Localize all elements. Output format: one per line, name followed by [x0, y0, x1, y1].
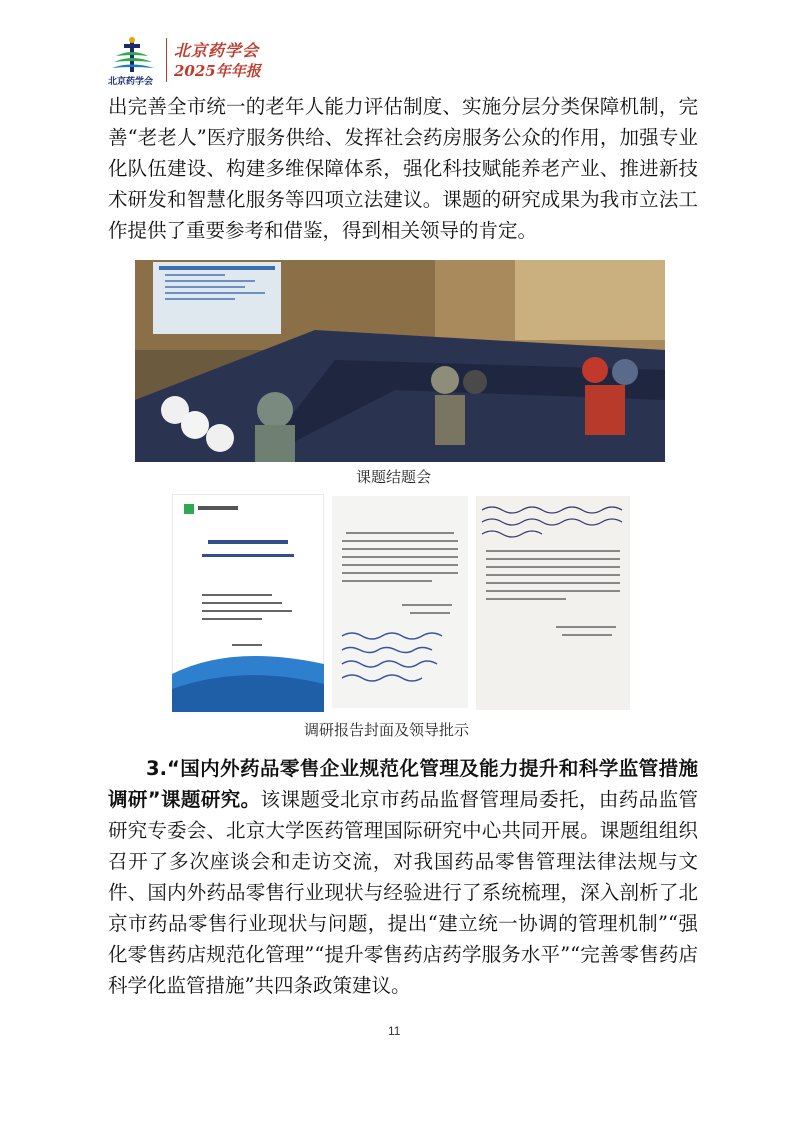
leader-instruction-letter-1 — [332, 496, 468, 708]
section-heading: 3.“国内外药品零售企业规范化管理及能力提升和科学监管措施调研”课题研究。 — [108, 757, 698, 811]
documents-caption: 调研报告封面及领导批示 — [304, 721, 470, 739]
header-title: 北京药学会 — [174, 41, 260, 60]
header-divider — [166, 38, 167, 82]
report-cover-image — [172, 494, 324, 712]
logo-org-name: 北京药学会 — [108, 77, 154, 87]
body-paragraph-2 — [108, 753, 698, 1001]
section-body: 该课题受北京市药品监督管理局委托，由药品监管研究专委会、北京大学医药管理国际研究中心共同开展。课题组组织召开了多次座谈会和走访交流，对我国药品零售管理法律法规与文件、国内外药品零售行业现状与经验进行了系统梳理，深入剖析了北京市药品零售行业现状与问题，提出“建立统一协调的管理机制”“强化零售药店规范化管理”“提升零售药店药学服务水平”“完善零售药店科学化监管措施”共四条政策建议。 — [108, 788, 698, 997]
meeting-photo — [135, 260, 665, 462]
page-header — [108, 34, 308, 86]
leader-instruction-letter-2 — [476, 496, 630, 710]
page-number: 11 — [388, 1024, 401, 1038]
photo-caption: 课题结题会 — [356, 468, 432, 486]
body-paragraph-1: 出完善全市统一的老年人能力评估制度、实施分层分类保障机制，完善“老老人”医疗服务供给、发挥社会药房服务公众的作用，加强专业化队伍建设、构建多维保障体系，强化科技赋能养老产业、推进新技术研发和智慧化服务等四项立法建议。课题的研究成果为我市立法工作提供了重要参考和借鉴，得到相关领导的肯定。 — [108, 95, 698, 242]
header-subtitle: 2025年年报 — [174, 62, 261, 80]
